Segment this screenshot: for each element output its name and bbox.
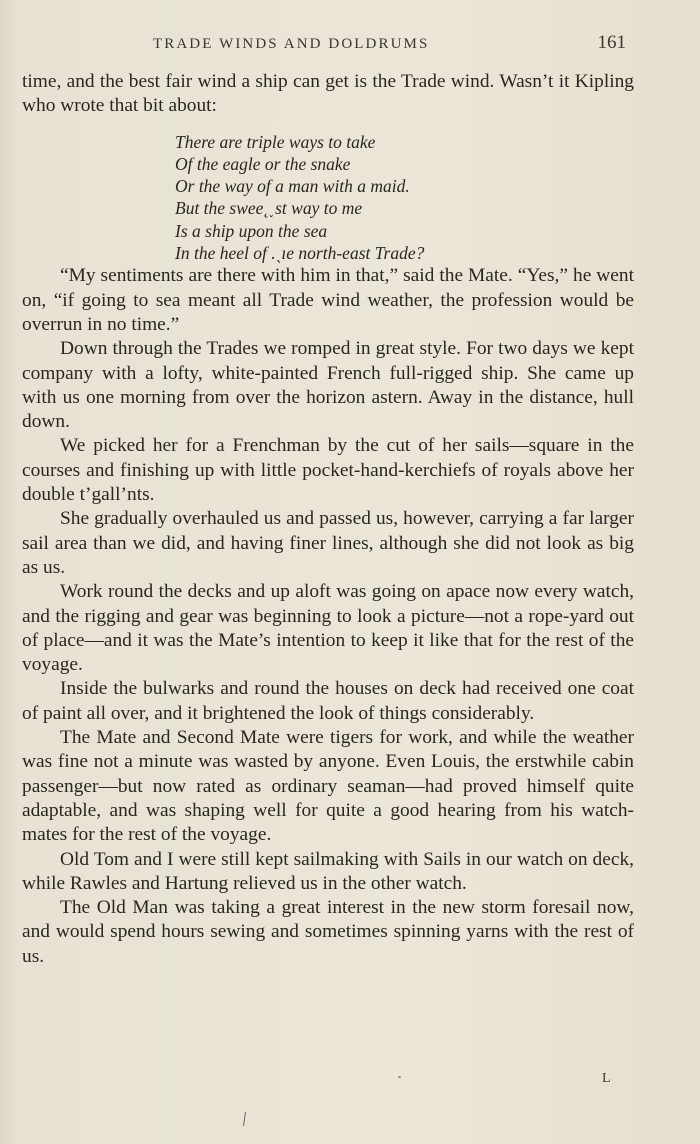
opening-paragraph: time, and the best fair wind a ship can get is the Trade wind. Wasn’t it Kipling who wrote that bit about:	[22, 71, 634, 117]
paper-scratch	[243, 1112, 246, 1126]
paragraph: Work round the decks and up aloft was going on apace now every watch, and the rigging and gear was beginning to look a picture—not a rope-yard out of place—and it was the Mate’s intention to keep it like that for the rest of the voyage.	[22, 581, 634, 676]
paragraph: She gradually overhauled us and passed us, however, carrying a far larger sail area than we did, and having finer lines, although she did not look as big as us.	[22, 508, 634, 578]
verse-line: Is a ship upon the sea	[175, 220, 328, 241]
verse-line: Of the eagle or the snake	[175, 153, 351, 174]
paragraph: Old Tom and I were still kept sailmaking with Sails in our watch on deck, while Rawles and Hartung relieved us in the other watch.	[22, 848, 634, 894]
paragraph: The Old Man was taking a great interest in the new storm foresail now, and would spend hours sewing and sometimes spinning yarns with the rest of us.	[22, 897, 634, 967]
page-number: 161	[597, 32, 626, 53]
verse-line: But the swee˛˯st way to me	[175, 198, 363, 219]
verse-quote	[175, 131, 634, 265]
verse-line: Or the way of a man with a maid.	[175, 176, 410, 197]
paragraph: The Mate and Second Mate were tigers for work, and while the weather was fine not a minute was wasted by anyone. Even Louis, the erstwhile cabin passenger—but now rated as ordinary seaman—had proved himself quite adaptable, and was shaping well for quite a good hearing from his watch-mates for the rest of the voyage.	[22, 727, 634, 846]
running-head: TRADE WINDS AND DOLDRUMS	[153, 36, 430, 52]
verse-line: In the heel of .ˎıe north-east Trade?	[175, 243, 425, 264]
paragraph: “My sentiments are there with him in that,” said the Mate. “Yes,” he went on, “if going to sea meant all Trade wind weather, the profession would be overrun in no time.”	[22, 265, 634, 335]
paragraph: Inside the bulwarks and round the houses on deck had received one coat of paint all over, and it brightened the look of things considerably.	[22, 678, 634, 724]
signature-mark: L	[602, 1071, 612, 1086]
body-text	[22, 70, 634, 969]
paragraph: Down through the Trades we romped in great style. For two days we kept company with a lofty, white-painted French full-rigged ship. She came up with us one morning from over the horizon astern. Away in the distance, hull down.	[22, 338, 634, 433]
verse-line: There are triple ways to take	[175, 131, 376, 152]
paper-speck	[398, 1076, 401, 1078]
paragraph: We picked her for a Frenchman by the cut of her sails—square in the courses and finishing up with little pocket-hand-kerchiefs of royals above her double t’gall’nts.	[22, 435, 634, 506]
